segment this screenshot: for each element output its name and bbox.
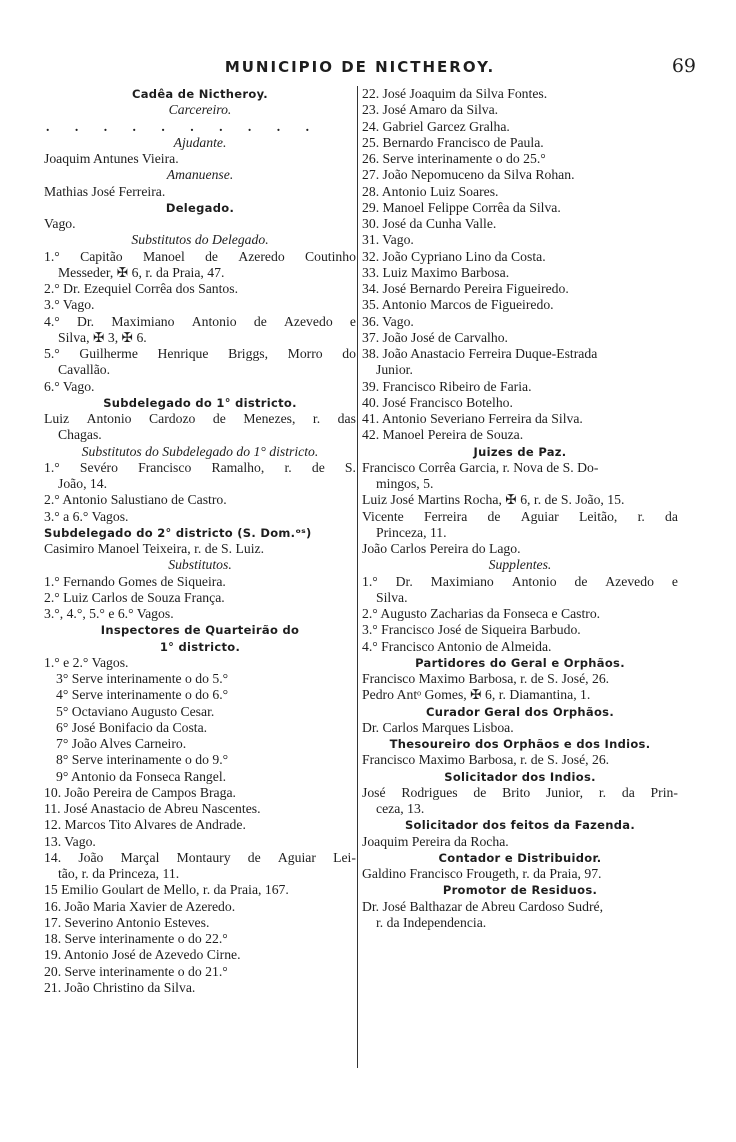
- entry-line: Casimiro Manoel Teixeira, r. de S. Luiz.: [44, 541, 265, 556]
- entry-line: [44, 314, 356, 330]
- word: de: [205, 248, 218, 264]
- word: Henrique: [157, 346, 209, 361]
- entry-line: 1.° Fernando Gomes de Siqueira.: [44, 573, 226, 589]
- word: Ramalho,: [211, 459, 265, 475]
- entry-line: 3.° Vago.: [44, 297, 95, 313]
- entry-line: 34. José Bernardo Pereira Figueiredo.: [362, 281, 569, 296]
- word: Francisco: [138, 459, 192, 475]
- entry-line: 36. Vago.: [362, 313, 414, 329]
- word: de: [253, 313, 267, 329]
- word: 4.°: [44, 313, 60, 329]
- entry-line: Francisco Maximo Barbosa, r. de S. José, 26.: [362, 752, 610, 768]
- entry-line: 4° Serve interinamente o do 6.°: [56, 687, 229, 703]
- role-label: Amanuense.: [166, 167, 234, 183]
- entry-line: 24. Gabriel Garcez Gralha.: [362, 118, 510, 134]
- entry-line: [44, 411, 356, 427]
- entry-line: 10. João Pereira de Campos Braga.: [44, 784, 236, 800]
- entry-line: Mathias José Ferreira.: [44, 183, 166, 199]
- section-heading: Contador e Distribuidor.: [438, 850, 602, 865]
- section-heading: Solicitador dos Indios.: [444, 769, 596, 784]
- entry-line: [44, 346, 356, 362]
- column-divider: [357, 86, 358, 1068]
- entry-line: 38. João Anastacio Ferreira Duque-Estrada: [362, 346, 598, 361]
- word: Antonio: [191, 313, 237, 329]
- word: 5.°: [44, 346, 60, 361]
- section-heading: Subdelegado do 1° districto.: [103, 395, 297, 410]
- word: Vicente: [362, 508, 404, 524]
- section-heading: Curador Geral dos Orphãos.: [425, 704, 614, 719]
- word: Dr.: [77, 313, 95, 329]
- entry-continuation: Silva.: [376, 589, 408, 605]
- word: de: [473, 784, 487, 800]
- entry-line: Dr. Carlos Marques Lisboa.: [362, 719, 514, 735]
- entry-line: 42. Manoel Pereira de Souza.: [362, 427, 524, 443]
- word: Maximiano: [111, 313, 175, 329]
- entry-line: 2.° Luiz Carlos de Souza França.: [44, 589, 225, 605]
- word: Guilherme: [79, 346, 138, 361]
- role-label: Ajudante.: [173, 134, 227, 150]
- entry-continuation: Messeder, ✠ 6, r. da Praia, 47.: [58, 264, 225, 280]
- word: Ferreira: [423, 508, 468, 524]
- entry-line: Pedro Antᵒ Gomes, ✠ 6, r. Diamantina, 1.: [362, 687, 591, 703]
- section-heading: Delegado.: [165, 200, 235, 215]
- entry-continuation: Cavallão.: [58, 362, 111, 378]
- word: Aguiar: [277, 849, 316, 865]
- word: Maximiano: [430, 573, 494, 589]
- section-heading: Partidores do Geral e Orphãos.: [415, 655, 625, 670]
- word: Junior,: [545, 784, 584, 800]
- entry-line: 19. Antonio José de Azevedo Cirne.: [44, 947, 241, 963]
- entry-line: 17. Severino Antonio Esteves.: [44, 914, 210, 930]
- subsection-label: Substitutos.: [168, 557, 232, 573]
- word: 1.°: [362, 573, 378, 589]
- word: Montaury: [176, 849, 231, 865]
- entry-line: 40. José Francisco Botelho.: [362, 394, 513, 410]
- entry-line: 7° João Alves Carneiro.: [56, 736, 187, 751]
- entry-line: 18. Serve interinamente o do 22.°: [44, 931, 228, 946]
- word: 1.°: [44, 459, 60, 475]
- entry-line: Dr. José Balthazar de Abreu Cardoso Sudré,: [362, 898, 603, 914]
- elision-dots: . . . . . . . . . .: [46, 118, 321, 134]
- word: de: [487, 508, 501, 524]
- right-column: [362, 86, 678, 931]
- entry-line: Luiz José Martins Rocha, ✠ 6, r. de S. João, 15.: [362, 492, 625, 508]
- entry-line: 2.° Augusto Zacharias da Fonseca e Castro.: [362, 606, 601, 621]
- word: da: [621, 784, 635, 800]
- entry-line: [44, 850, 356, 866]
- section-heading: Solicitador dos feitos da Fazenda.: [404, 818, 636, 833]
- role-label: Carcereiro.: [168, 102, 232, 118]
- entry-line: 8° Serve interinamente o do 9.°: [56, 752, 229, 768]
- entry-line: [362, 509, 678, 525]
- entry-line: 25. Bernardo Francisco de Paula.: [362, 134, 544, 150]
- entry-line: 32. João Cypriano Lino da Costa.: [362, 248, 546, 264]
- entry-line: 2.° Antonio Salustiano de Castro.: [44, 492, 227, 508]
- word: Prin-: [650, 784, 678, 800]
- word: de: [311, 459, 325, 475]
- word: Capitão: [80, 248, 123, 264]
- entry-line: 21. João Christino da Silva.: [44, 979, 196, 995]
- word: Manoel: [142, 248, 185, 264]
- entry-line: 3° Serve interinamente o do 5.°: [56, 671, 229, 686]
- entry-line: 11. José Anastacio de Abreu Nascentes.: [44, 801, 261, 816]
- entry-line: 20. Serve interinamente o do 21.°: [44, 963, 228, 979]
- page-number: 69: [671, 55, 696, 77]
- word: Briggs,: [228, 346, 269, 361]
- section-heading: Inspectores de Quarteirão do: [100, 623, 300, 638]
- word: Coutinho: [304, 248, 356, 264]
- entry-line: 33. Luiz Maximo Barbosa.: [362, 264, 510, 280]
- word: João: [78, 849, 104, 865]
- entry-continuation: r. da Independencia.: [376, 914, 487, 930]
- word: das: [337, 411, 356, 426]
- word: Leitão,: [578, 508, 618, 524]
- entry-line: 12. Marcos Tito Alvares de Andrade.: [44, 817, 246, 833]
- entry-line: 6° José Bonifacio da Costa.: [56, 719, 208, 735]
- entry-line: 39. Francisco Ribeiro de Faria.: [362, 378, 532, 394]
- left-column: [44, 86, 356, 996]
- entry-line: 26. Serve interinamente o do 25.°: [362, 151, 546, 166]
- entry-line: 31. Vago.: [362, 232, 414, 248]
- entry-continuation: João, 14.: [58, 476, 108, 491]
- word: da: [665, 508, 678, 524]
- entry-line: 28. Antonio Luiz Soares.: [362, 183, 499, 199]
- word: Azevedo: [284, 313, 333, 329]
- word: Azevedo: [605, 573, 654, 589]
- entry-line: 15 Emilio Goulart de Mello, r. da Praia, 167.: [44, 882, 289, 898]
- word: e: [349, 313, 356, 329]
- section-heading: Juizes de Paz.: [473, 444, 567, 459]
- entry-line: 37. João José de Carvalho.: [362, 329, 508, 345]
- running-title: MUNICIPIO DE NICTHEROY.: [224, 58, 496, 76]
- entry-line: 4.° Francisco Antonio de Almeida.: [362, 638, 552, 654]
- word: Antonio: [511, 573, 557, 589]
- word: r.: [312, 411, 321, 426]
- entry-continuation: Junior.: [376, 362, 413, 378]
- word: Rodrigues: [401, 784, 458, 800]
- entry-line: 13. Vago.: [44, 833, 96, 849]
- word: do: [342, 346, 356, 361]
- entry-line: [362, 785, 678, 801]
- subsection-label: Substitutos do Delegado.: [131, 232, 269, 248]
- entry-line: 16. João Maria Xavier de Azeredo.: [44, 898, 236, 914]
- word: Brito: [502, 784, 531, 800]
- word: Azeredo: [238, 248, 285, 264]
- word: Aguiar: [520, 508, 559, 524]
- word: r.: [637, 508, 645, 524]
- entry-line: [362, 574, 678, 590]
- entry-line: 30. José da Cunha Valle.: [362, 216, 497, 231]
- entry-line: 23. José Amaro da Silva.: [362, 102, 499, 118]
- entry-line: 1.° e 2.° Vagos.: [44, 654, 129, 670]
- word: José: [362, 784, 386, 800]
- word: de: [212, 411, 226, 426]
- section-heading: 1° districto.: [159, 639, 241, 654]
- entry-line: 9° Antonio da Fonseca Rangel.: [56, 768, 227, 784]
- word: Menezes,: [243, 411, 296, 426]
- subsection-label: Substitutos do Subdelegado do 1° districto.: [81, 443, 319, 459]
- entry-line: 5° Octaviano Augusto Cesar.: [56, 703, 215, 719]
- word: Dr.: [395, 573, 413, 589]
- entry-line: 27. João Nepomuceno da Silva Rohan.: [362, 167, 575, 183]
- word: S.: [344, 459, 356, 475]
- page-header: [40, 55, 696, 84]
- word: 14.: [44, 849, 62, 865]
- word: de: [574, 573, 588, 589]
- entry-line: João Carlos Pereira do Lago.: [362, 541, 521, 556]
- word: de: [247, 849, 261, 865]
- word: Morro: [287, 346, 323, 361]
- word: e: [671, 573, 678, 589]
- entry-continuation: Chagas.: [58, 427, 102, 443]
- entry-line: Joaquim Pereira da Rocha.: [362, 833, 509, 849]
- entry-continuation: ceza, 13.: [376, 801, 425, 816]
- entry-line: 22. José Joaquim da Silva Fontes.: [362, 86, 548, 101]
- entry-line: Francisco Corrêa Garcia, r. Nova de S. Do-: [362, 459, 599, 475]
- word: r.: [598, 784, 607, 800]
- entry-line: 3.° Francisco José de Siqueira Barbudo.: [362, 622, 581, 638]
- entry-line: Galdino Francisco Frougeth, r. da Praia, 97.: [362, 866, 602, 881]
- entry-continuation: mingos, 5.: [376, 476, 434, 491]
- section-heading: Subdelegado do 2° districto (S. Dom.ᵒˢ): [44, 525, 312, 540]
- entry-line: 3.°, 4.°, 5.° e 6.° Vagos.: [44, 606, 174, 621]
- entry-line: [44, 249, 356, 265]
- section-heading: Cadêa de Nictheroy.: [132, 87, 268, 101]
- subsection-label: Supplentes.: [488, 557, 552, 573]
- entry-line: Joaquim Antunes Vieira.: [44, 151, 179, 166]
- word: Cardozo: [149, 411, 196, 426]
- entry-line: [44, 460, 356, 476]
- entry-line: Vago.: [44, 216, 76, 231]
- section-heading: Thesoureiro dos Orphãos e dos Indios.: [389, 737, 651, 751]
- entry-line: 2.° Dr. Ezequiel Corrêa dos Santos.: [44, 281, 239, 296]
- entry-continuation: Silva, ✠ 3, ✠ 6.: [58, 329, 147, 345]
- word: 1.°: [44, 248, 60, 264]
- word: r.: [284, 459, 292, 475]
- entry-line: 35. Antonio Marcos de Figueiredo.: [362, 297, 554, 313]
- entry-line: 6.° Vago.: [44, 378, 95, 394]
- section-heading: Promotor de Residuos.: [442, 883, 598, 898]
- word: Marçal: [120, 849, 160, 865]
- word: Lei-: [333, 849, 356, 865]
- entry-continuation: Princeza, 11.: [376, 524, 447, 540]
- entry-line: 29. Manoel Felippe Corrêa da Silva.: [362, 199, 561, 215]
- word: Luiz: [44, 411, 70, 426]
- entry-line: 41. Antonio Severiano Ferreira da Silva.: [362, 411, 583, 426]
- entry-continuation: tão, r. da Princeza, 11.: [58, 866, 180, 881]
- entry-line: Francisco Maximo Barbosa, r. de S. José, 26.: [362, 671, 610, 686]
- word: Sevéro: [79, 459, 118, 475]
- word: Antonio: [86, 411, 132, 426]
- entry-line: 3.° a 6.° Vagos.: [44, 508, 129, 524]
